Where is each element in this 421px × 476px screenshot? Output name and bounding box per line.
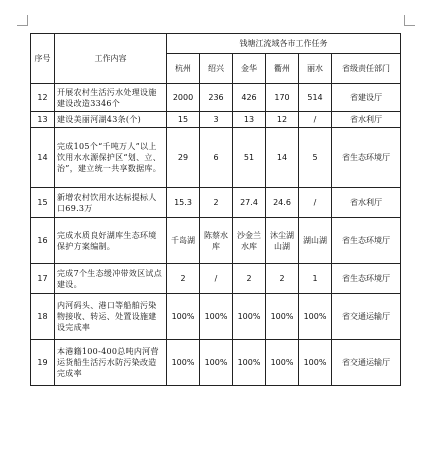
row-value: 100% bbox=[233, 294, 266, 340]
header-group: 钱塘江流域各市工作任务 bbox=[167, 34, 401, 54]
row-content: 完成105个“千吨万人”以上饮用水水源保护区“划、立、治”，建立统一共享数据库。 bbox=[55, 128, 167, 188]
row-value: 100% bbox=[266, 294, 299, 340]
header-content: 工作内容 bbox=[55, 34, 167, 84]
row-content: 建设美丽河湖43条(个) bbox=[55, 112, 167, 128]
row-content: 新增农村饮用水达标提标人口69.3万 bbox=[55, 188, 167, 218]
table-row bbox=[31, 128, 401, 188]
row-content: 本港籍100-400总吨内河营运货船生活污水防污染改造完成率 bbox=[55, 340, 167, 386]
header-dept: 省级责任部门 bbox=[332, 54, 401, 84]
row-value: 沐尘湖山湖 bbox=[266, 218, 299, 264]
row-value: 100% bbox=[200, 294, 233, 340]
row-dept: 省生态环境厅 bbox=[332, 128, 401, 188]
header-city: 绍兴 bbox=[200, 54, 233, 84]
table-row bbox=[31, 112, 401, 128]
row-seq: 13 bbox=[31, 112, 55, 128]
row-value: 15.3 bbox=[167, 188, 200, 218]
row-value: 沙金兰水库 bbox=[233, 218, 266, 264]
row-dept: 省生态环境厅 bbox=[332, 264, 401, 294]
row-seq: 17 bbox=[31, 264, 55, 294]
row-seq: 14 bbox=[31, 128, 55, 188]
table-row bbox=[31, 218, 401, 264]
row-value: 100% bbox=[167, 294, 200, 340]
row-value: 2 bbox=[233, 264, 266, 294]
row-value: 2 bbox=[167, 264, 200, 294]
header-city: 杭州 bbox=[167, 54, 200, 84]
row-value: 236 bbox=[200, 84, 233, 112]
row-value: 15 bbox=[167, 112, 200, 128]
row-dept: 省建设厅 bbox=[332, 84, 401, 112]
table-row bbox=[31, 264, 401, 294]
row-value: 170 bbox=[266, 84, 299, 112]
row-value: 24.6 bbox=[266, 188, 299, 218]
row-value: 陈蔡水库 bbox=[200, 218, 233, 264]
row-seq: 16 bbox=[31, 218, 55, 264]
header-city: 金华 bbox=[233, 54, 266, 84]
header-seq: 序号 bbox=[31, 34, 55, 84]
row-value: 29 bbox=[167, 128, 200, 188]
row-value: 100% bbox=[299, 294, 332, 340]
table-row bbox=[31, 84, 401, 112]
row-value: 2000 bbox=[167, 84, 200, 112]
row-dept: 省交通运输厅 bbox=[332, 294, 401, 340]
row-value: 100% bbox=[200, 340, 233, 386]
row-content: 开展农村生活污水处理设施建设改造3346个 bbox=[55, 84, 167, 112]
row-value: 100% bbox=[299, 340, 332, 386]
row-dept: 省水利厅 bbox=[332, 188, 401, 218]
row-seq: 19 bbox=[31, 340, 55, 386]
row-value: / bbox=[299, 188, 332, 218]
row-value: 2 bbox=[200, 188, 233, 218]
header-row-1 bbox=[31, 34, 401, 54]
row-value: 13 bbox=[233, 112, 266, 128]
row-content: 内河码头、港口等船舶污染物接收、转运、处置设施建设完成率 bbox=[55, 294, 167, 340]
table-row bbox=[31, 188, 401, 218]
row-content: 完成水质良好湖库生态环境保护方案编制。 bbox=[55, 218, 167, 264]
row-value: 1 bbox=[299, 264, 332, 294]
row-value: 5 bbox=[299, 128, 332, 188]
row-value: 426 bbox=[233, 84, 266, 112]
row-value: 514 bbox=[299, 84, 332, 112]
row-seq: 18 bbox=[31, 294, 55, 340]
row-value: 51 bbox=[233, 128, 266, 188]
table-row bbox=[31, 294, 401, 340]
row-value: 千岛湖 bbox=[167, 218, 200, 264]
row-value: / bbox=[299, 112, 332, 128]
row-dept: 省水利厅 bbox=[332, 112, 401, 128]
row-content: 完成7个生态缓冲带效区试点建设。 bbox=[55, 264, 167, 294]
row-value: 6 bbox=[200, 128, 233, 188]
row-value: 100% bbox=[167, 340, 200, 386]
row-value: 100% bbox=[266, 340, 299, 386]
row-value: 3 bbox=[200, 112, 233, 128]
row-seq: 12 bbox=[31, 84, 55, 112]
task-table bbox=[30, 33, 401, 386]
row-value: 14 bbox=[266, 128, 299, 188]
row-dept: 省生态环境厅 bbox=[332, 218, 401, 264]
row-value: / bbox=[200, 264, 233, 294]
row-value: 100% bbox=[233, 340, 266, 386]
page-corner-mark-left bbox=[17, 15, 28, 26]
row-value: 27.4 bbox=[233, 188, 266, 218]
header-city: 衢州 bbox=[266, 54, 299, 84]
row-value: 湖山湖 bbox=[299, 218, 332, 264]
page-corner-mark-right bbox=[404, 15, 415, 26]
row-value: 2 bbox=[266, 264, 299, 294]
row-dept: 省交通运输厅 bbox=[332, 340, 401, 386]
table-row bbox=[31, 340, 401, 386]
row-value: 12 bbox=[266, 112, 299, 128]
row-seq: 15 bbox=[31, 188, 55, 218]
header-city: 丽水 bbox=[299, 54, 332, 84]
